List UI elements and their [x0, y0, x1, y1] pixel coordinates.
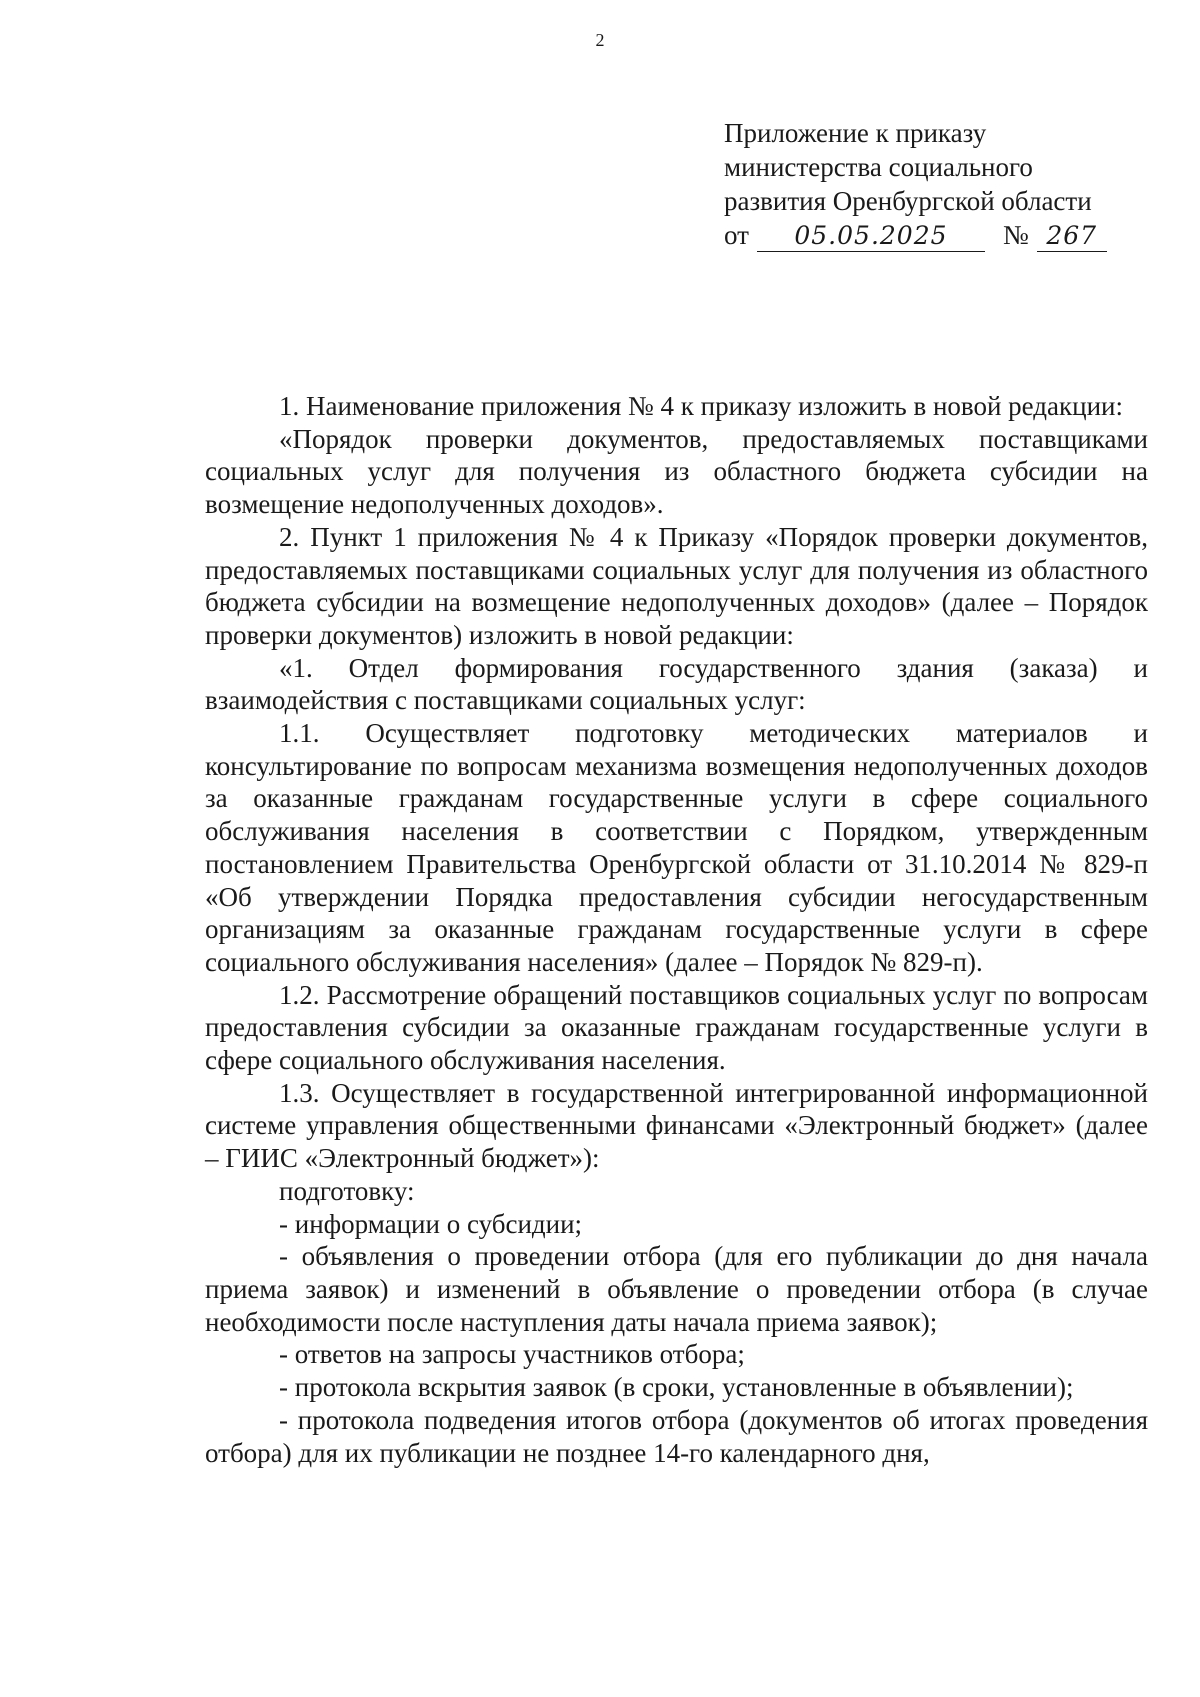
appendix-line-3: развития Оренбургской области — [724, 186, 1092, 216]
paragraph: 1. Наименование приложения № 4 к приказу изложить в новой редакции: — [279, 391, 1123, 421]
paragraph: - информации о субсидии; — [279, 1208, 583, 1239]
document-body — [205, 390, 1148, 1469]
paragraph: - объявления о проведении отбора (для его публикации до дня начала приема заявок) и изменений в объявление о проведении отбора (в случае необходимости после наступления даты начала приема заявок); — [205, 1241, 1148, 1337]
handwritten-date: 05.05.2025 — [757, 221, 985, 252]
paragraph: 2. Пункт 1 приложения № 4 к Приказу «Порядок проверки документов, предоставляемых поставщиками социальных услуг для получения из областного бюджета субсидии на возмещение недополученных доходов» (далее – Порядок проверки документов) изложить в новой редакции: — [205, 521, 1148, 650]
paragraph: 1.3. Осуществляет в государственной интегрированной информационной системе управления общественными финансами «Электронный бюджет» (далее – ГИИС «Электронный бюджет»): — [205, 1077, 1148, 1174]
paragraph: - протокола вскрытия заявок (в сроки, установленные в объявлении); — [279, 1372, 1074, 1403]
paragraph: «Порядок проверки документов, предоставляемых поставщиками социальных услуг для получения из областного бюджета субсидии на возмещение недополученных доходов». — [205, 423, 1148, 520]
paragraph: - ответов на запросы участников отбора; — [279, 1339, 745, 1370]
paragraph: 1.2. Рассмотрение обращений поставщиков социальных услуг по вопросам предоставления субсидии за оказанные гражданам государственные услуги в сфере социального обслуживания населения. — [205, 979, 1148, 1076]
appendix-header — [724, 116, 1124, 252]
date-label: от — [724, 220, 749, 250]
appendix-line-1: Приложение к приказу — [724, 118, 987, 148]
paragraph: 1.1. Осуществляет подготовку методических материалов и консультирование по вопросам механизма возмещения недополученных доходов за оказанные гражданам государственные услуги в сфере социального обслуживания населения в соответствии с Порядком, утвержденным постановлением Правительства Оренбургской области от 31.10.2014 № 829-п «Об утверждении Порядка предоставления субсидии негосударственным организациям за оказанные гражданам государственные услуги в сфере социального обслуживания населения» (далее – Порядок № 829-п). — [205, 718, 1148, 977]
paragraph: - протокола подведения итогов отбора (документов об итогах проведения отбора) для их публикации не позднее 14-го календарного дня, — [205, 1404, 1148, 1468]
paragraph: подготовку: — [279, 1175, 415, 1206]
paragraph: «1. Отдел формирования государственного здания (заказа) и взаимодействия с поставщиками социальных услуг: — [205, 652, 1148, 716]
handwritten-number: 267 — [1037, 221, 1107, 252]
appendix-date-number-row — [724, 218, 1124, 252]
page-number: 2 — [595, 30, 605, 50]
number-label: № — [1002, 220, 1029, 250]
appendix-line-2: министерства социального — [724, 152, 1033, 182]
